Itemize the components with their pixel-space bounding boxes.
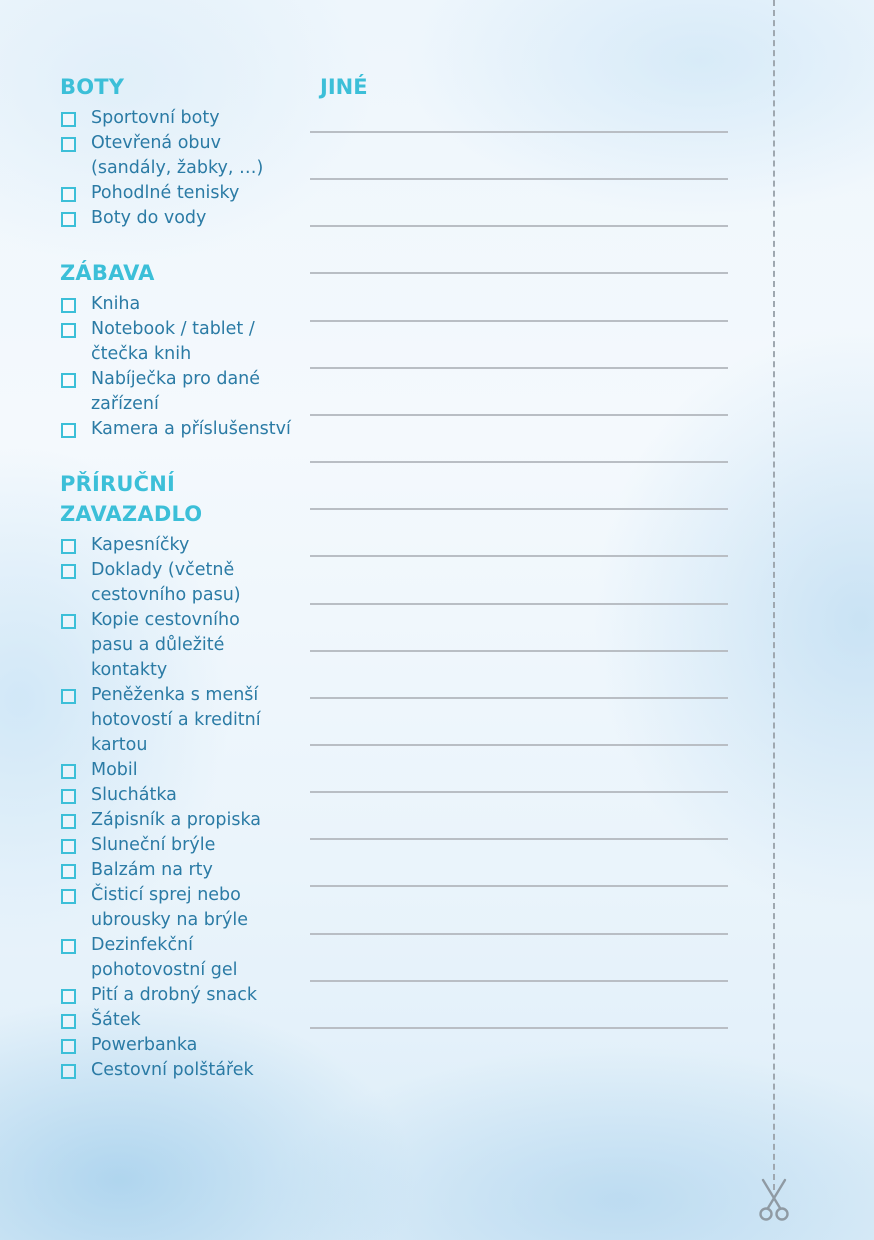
item-label: Sportovní boty [91,108,220,128]
item-label: Otevřená obuv (sandály, žabky, …) [91,133,264,178]
writing-line[interactable] [310,650,728,652]
item-label: Boty do vody [91,208,207,228]
item-label: Powerbanka [91,1035,198,1055]
writing-line[interactable] [310,272,728,274]
checkbox-icon[interactable] [61,989,76,1004]
writing-line[interactable] [310,508,728,510]
item-label: Pití a drobný snack [91,985,258,1005]
section-heading-zabava: ZÁBAVA [60,261,155,285]
writing-line[interactable] [310,225,728,227]
writing-line[interactable] [310,744,728,746]
checkbox-icon[interactable] [61,689,76,704]
item-label: Kniha [91,294,141,314]
item-label: Šátek [91,1010,141,1030]
checkbox-icon[interactable] [61,564,76,579]
writing-line[interactable] [310,697,728,699]
checkbox-icon[interactable] [61,1064,76,1079]
checkbox-icon[interactable] [61,373,76,388]
writing-line[interactable] [310,838,728,840]
writing-line[interactable] [310,367,728,369]
section-heading-boty: BOTY [60,75,125,99]
item-label: Peněženka s menší hotovostí a kreditní kartou [91,685,261,755]
item-label: Balzám na rty [91,860,213,880]
checkbox-icon[interactable] [61,187,76,202]
item-label: Cestovní polštářek [91,1060,254,1080]
checkbox-icon[interactable] [61,1039,76,1054]
item-label: Nabíječka pro dané zařízení [91,369,261,414]
checkbox-icon[interactable] [61,814,76,829]
checkbox-icon[interactable] [61,1014,76,1029]
writing-line[interactable] [310,178,728,180]
checkbox-icon[interactable] [61,298,76,313]
item-label: Pohodlné tenisky [91,183,240,203]
writing-line[interactable] [310,555,728,557]
writing-line[interactable] [310,885,728,887]
writing-line[interactable] [310,980,728,982]
checkbox-icon[interactable] [61,789,76,804]
item-label: Sluchátka [91,785,177,805]
section-heading-jine: JINÉ [320,75,368,99]
item-label: Čisticí sprej nebo ubrousky na brýle [91,885,249,930]
writing-line[interactable] [310,791,728,793]
checkbox-icon[interactable] [61,323,76,338]
checkbox-icon[interactable] [61,839,76,854]
item-label: Sluneční brýle [91,835,216,855]
cut-line [773,0,775,1190]
checkbox-icon[interactable] [61,864,76,879]
checkbox-icon[interactable] [61,764,76,779]
writing-line[interactable] [310,1027,728,1029]
section-heading-prirucni-line2: ZAVAZADLO [60,502,203,526]
writing-line[interactable] [310,461,728,463]
checkbox-icon[interactable] [61,539,76,554]
checkbox-icon[interactable] [61,112,76,127]
item-label: Notebook / tablet / čtečka knih [91,319,255,364]
item-label: Dezinfekční pohotovostní gel [91,935,238,980]
item-label: Kopie cestovního pasu a důležité kontakty [91,610,240,680]
checkbox-icon[interactable] [61,614,76,629]
writing-line[interactable] [310,131,728,133]
writing-line[interactable] [310,414,728,416]
writing-line[interactable] [310,320,728,322]
checkbox-icon[interactable] [61,423,76,438]
checkbox-icon[interactable] [61,889,76,904]
scissors-icon [758,1178,790,1222]
item-label: Kapesníčky [91,535,190,555]
checkbox-icon[interactable] [61,212,76,227]
item-label: Zápisník a propiska [91,810,262,830]
section-heading-prirucni-line1: PŘÍRUČNÍ [60,472,175,496]
item-label: Doklady (včetně cestovního pasu) [91,560,241,605]
item-label: Mobil [91,760,138,780]
checkbox-icon[interactable] [61,137,76,152]
item-label: Kamera a příslušenství [91,419,291,439]
writing-line[interactable] [310,603,728,605]
writing-line[interactable] [310,933,728,935]
checkbox-icon[interactable] [61,939,76,954]
